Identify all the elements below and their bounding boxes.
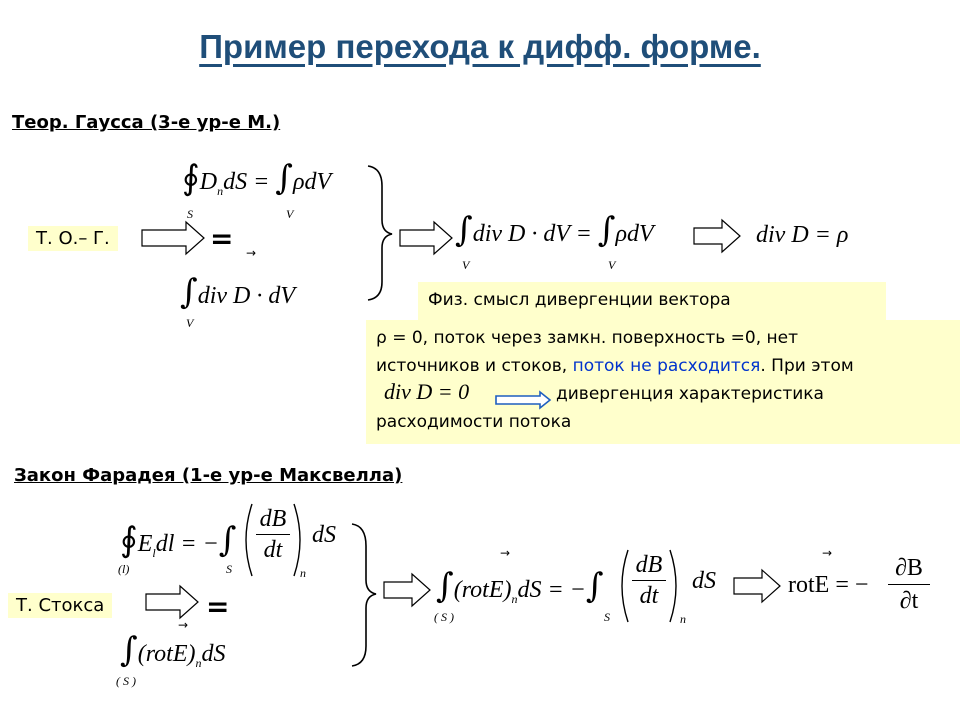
vector-arrow-icon: → [822,546,833,560]
gauss-result-lhs: div D · dV = [472,221,592,247]
faraday-middle-frac-num: dB [635,552,663,578]
faraday-middle-sub: n [511,591,518,606]
gauss-top-lim-s: S [187,207,193,221]
faraday-middle-right-paren [670,550,676,622]
faraday-top-lhs-rest: dl = − [155,531,219,557]
gauss-final-formula: div D = ρ [756,222,849,248]
faraday-top-left-paren [246,504,252,576]
integral-symbol: ∫ [436,566,454,606]
faraday-middle-lim2: S [604,610,610,624]
faraday-middle-tail: dS [692,568,716,594]
gauss-result-rhs: ρdV [615,221,654,247]
faraday-top-tail: dS [312,522,336,548]
note-highlight: поток не расходится [572,356,761,376]
phys-meaning-heading: Физ. смысл дивергенции вектора [428,290,731,310]
faraday-top-right-paren [294,504,300,576]
faraday-equals-sign: = [206,590,230,623]
faraday-middle-left-paren [622,550,628,622]
faraday-top-frac-sub: n [300,566,306,580]
gauss-top-rhs: ρdV [292,169,332,195]
faraday-middle-arrow-icon [384,574,430,606]
integral-symbol: ∫ [180,272,198,312]
stokes-theorem-label: Т. Стокса [8,593,112,618]
gauss-top-lhs-rest: dS = [223,169,270,195]
faraday-final-lhs: rotE = − [788,572,869,598]
gauss-heading: Теор. Гаусса (3-е ур-е М.) [12,112,281,133]
page-title-text: Пример перехода к дифф. форме. [199,28,761,65]
faraday-top-frac-den: dt [256,534,290,565]
vector-arrow-icon: → [500,546,511,560]
faraday-top-lhs-sub: l [152,545,156,560]
gauss-top-lim-v: V [286,207,294,221]
faraday-top-lim-s: S [226,562,232,576]
faraday-bottom-sub: n [195,655,202,670]
faraday-top-lim-l: (l) [118,562,130,576]
faraday-final-den: ∂t [888,584,930,617]
faraday-middle-frac-sub: n [680,612,686,626]
gauss-top-lhs-sub: n [217,183,224,198]
gauss-result-arrow-icon [400,222,452,254]
gauss-bottom-lim: V [186,316,194,330]
note-line-2a: источников и стоков, [376,356,573,376]
gauss-result-lim1: V [462,258,470,272]
faraday-heading: Закон Фарадея (1-е ур-е Максвелла) [14,465,403,486]
faraday-final-arrow-icon [734,570,780,602]
integral-symbol: ∫ [585,566,604,606]
faraday-brace [352,524,376,666]
faraday-middle-mid: dS = − [517,577,586,603]
closed-integral-symbol: ∮ [182,158,200,198]
integral-symbol: ∫ [218,520,237,560]
vector-arrow-icon: → [246,246,257,260]
gauss-result-lim2: V [608,258,616,272]
faraday-bottom-tail: dS [201,641,226,667]
note-line-2c: . При этом [760,356,854,376]
faraday-bottom-lim: ( S ) [116,674,136,688]
faraday-bottom-expr: (rotE) [137,641,196,667]
faraday-top-frac-num: dB [259,506,287,532]
faraday-middle-expr: (rotE) [453,577,512,603]
gauss-final-arrow-icon [694,220,740,252]
gauss-equals-sign: = [210,222,234,255]
faraday-top-lhs: E [137,531,153,557]
integral-symbol: ∫ [455,210,473,250]
integral-symbol: ∫ [275,158,293,198]
faraday-final-num: ∂B [895,555,923,581]
note-line-1: ρ = 0, поток через замкн. поверхность =0, нет [376,328,799,348]
gauss-bottom-expr: div D · dV [197,283,296,309]
closed-integral-symbol: ∮ [120,520,138,560]
faraday-middle-frac-den: dt [632,580,666,611]
note-line-3-text: дивергенция характеристика [556,384,824,404]
note-formula: div D = 0 [384,379,470,404]
faraday-label-arrow-icon [146,586,198,618]
note-line-4: расходимости потока [376,412,572,432]
integral-symbol: ∫ [120,630,138,670]
gauss-brace [368,166,392,300]
gauss-theorem-label: Т. О.– Г. [28,226,118,251]
gauss-top-lhs: D [199,169,218,195]
gauss-label-arrow-icon [142,222,204,254]
faraday-middle-lim1: ( S ) [434,610,454,624]
integral-symbol: ∫ [597,210,616,250]
note-arrow-icon [496,392,550,408]
vector-arrow-icon: → [178,618,189,632]
